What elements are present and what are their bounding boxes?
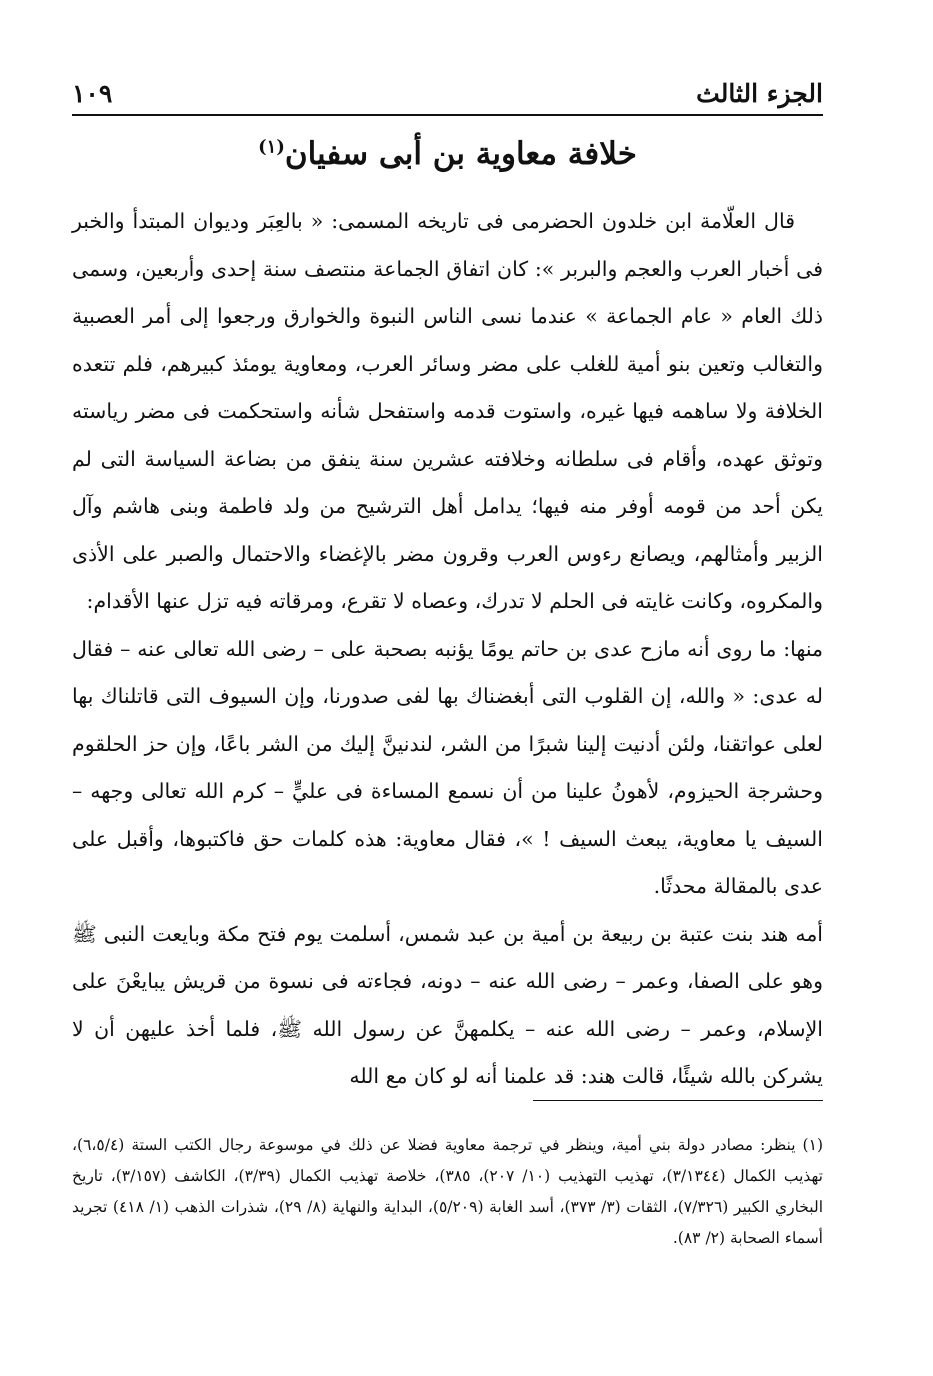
chapter-title-text: خلافة معاوية بن أبى سفيان (284, 136, 637, 172)
running-head: الجزء الثالث (696, 79, 823, 108)
paragraph: قال العلّامة ابن خلدون الحضرمى فى تاريخه المسمى: « بالعِبَر وديوان المبتدأ والخبر فى أخبار العرب والعجم والبربر »: كان اتفاق الجماعة منتصف سنة إحدى وأربعين، وسمى ذلك العام « عام الجماعة » عندما نسى الناس النبوة والخوارق ورجعوا إلى أمر العصبية والتغالب وتعين بنو أمية للغلب على مضر وسائر العرب، ومعاوية يومئذ كبيرهم، فلم تتعده الخلافة ولا ساهمه فيها غيره، واستوت قدمه واستفحل شأنه واستحكمت فى مضر رياسته وتوثق عهده، وأقام فى سلطانه وخلافته عشرين سنة ينفق من بضاعة السياسة التى لم يكن أحد من قومه أوفر منه فيها؛ يدامل أهل الترشيح من ولد فاطمة وبنى هاشم وآل الزبير وأمثالهم، ويصانع رءوس العرب وقرون مضر بالإغضاء والاحتمال والصبر على الأذى والمكروه، وكانت غايته فى الحلم لا تدرك، وعصاه لا تقرع، ومرقاته فيه تزل عنها الأقدام: (72, 209, 823, 613)
paragraph: أمه هند بنت عتبة بن ربيعة بن أمية بن عبد شمس، أسلمت يوم فتح مكة وبايعت النبى ﷺ وهو على الصفا، وعمر – رضى الله عنه – دونه، فجاءته فى نسوة من قريش يبايعْنَ على الإسلام، وعمر – رضى الله عنه – يكلمهنَّ عن رسول الله ﷺ، فلما أخذ عليهن أن لا يشركن بالله شيئًا، قالت هند: قد علمنا أنه لو كان مع الله (72, 921, 823, 1088)
chapter-title (72, 132, 823, 176)
footnote-marker: (١) (258, 136, 285, 158)
body-text (72, 198, 823, 1101)
footnote: (١) ينظر: مصادر دولة بني أمية، وينظر في ترجمة معاوية فضلا عن ذلك في موسوعة رجال الكتب الستة (٦،٥/٤)، تهذيب الكمال (٣/١٣٤٤)، تهذيب التهذيب (١٠/ ٢٠٧)، ٣٨٥)، خلاصة تهذيب الكمال (٣/٣٩)، الكاشف (٣/١٥٧)، تاريخ البخاري الكبير (٧/٣٢٦)، الثقات (٣/ ٣٧٣)، أسد الغابة (٥/٢٠٩)، البداية والنهاية (٨/ ٢٩)، شذرات الذهب (١/ ٤١٨) تجريد أسماء الصحابة (٢/ ٨٣). (72, 1136, 824, 1247)
paragraph: منها: ما روى أنه مازح عدى بن حاتم يومًا يؤنبه بصحبة على – رضى الله تعالى عنه – فقال له عدى: « والله، إن القلوب التى أبغضناك بها لفى صدورنا، وإن السيوف التى قاتلناك بها لعلى عواتقنا، ولئن أدنيت إلينا شبرًا من الشر، لندنينَّ إليك من الشر باعًا، وإن حز الحلقوم وحشرجة الحيزوم، لأهونُ علينا من أن نسمع المساءة فى عليٍّ – كرم الله تعالى وجهه – السيف يا معاوية، يبعث السيف ! »، فقال معاوية: هذه كلمات حق فاكتبوها، وأقبل على عدى بالمقالة محدثًا. (72, 636, 823, 898)
page-number: ١٠٩ (72, 79, 113, 108)
footnote-divider (533, 1100, 823, 1101)
page-header (72, 62, 823, 116)
